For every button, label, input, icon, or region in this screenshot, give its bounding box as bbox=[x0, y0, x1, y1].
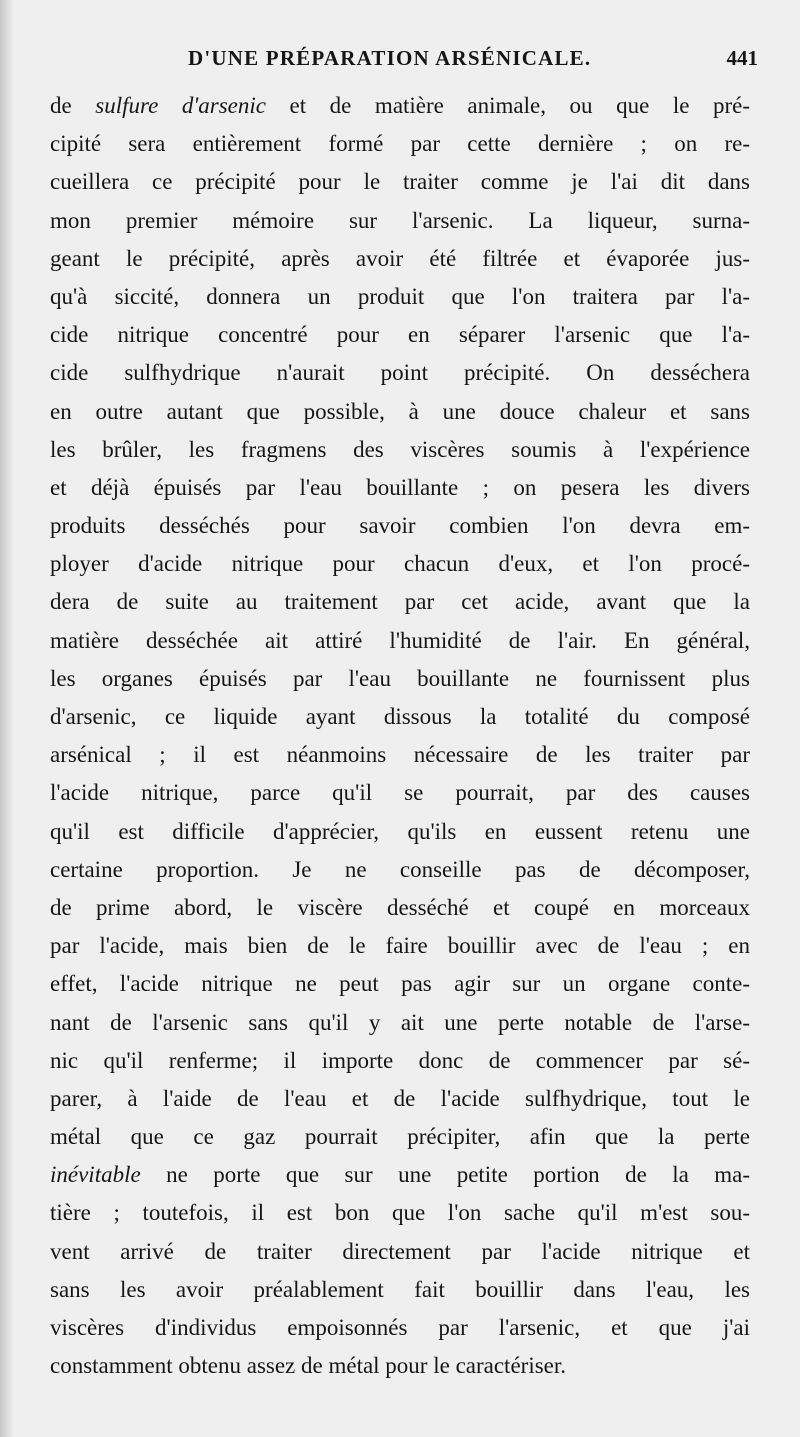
text-line: cide nitrique concentré pour en séparer l'arsenic que l'a- bbox=[50, 322, 750, 348]
text-line: mon premier mémoire sur l'arsenic. La liqueur, surna- bbox=[50, 207, 750, 233]
text-line: inévitable ne porte que sur une petite portion de la ma- bbox=[50, 1162, 750, 1188]
text-line: qu'à siccité, donnera un produit que l'on traitera par l'a- bbox=[50, 283, 750, 309]
text-line: qu'il est difficile d'apprécier, qu'ils en eussent retenu une bbox=[50, 818, 750, 844]
text-line: ployer d'acide nitrique pour chacun d'eux, et l'on procé- bbox=[50, 551, 750, 577]
text-line: vent arrivé de traiter directement par l'acide nitrique et bbox=[50, 1238, 750, 1264]
text-line: d'arsenic, ce liquide ayant dissous la totalité du composé bbox=[50, 704, 750, 729]
text-line: constamment obtenu assez de métal pour le caractériser. bbox=[50, 1353, 567, 1379]
text-line: parer, à l'aide de l'eau et de l'acide sulfhydrique, tout le bbox=[50, 1085, 750, 1111]
text-line: métal que ce gaz pourrait précipiter, afin que la perte bbox=[50, 1124, 750, 1150]
italic-term: inévitable bbox=[50, 1162, 141, 1188]
text-line: tière ; toutefois, il est bon que l'on sache qu'il m'est sou- bbox=[50, 1200, 750, 1226]
text-line: les brûler, les fragmens des viscères soumis à l'expérience bbox=[50, 436, 750, 462]
text-line: matière desséchée ait attiré l'humidité de l'air. En général, bbox=[50, 627, 750, 653]
italic-term: sulfure d'arsenic bbox=[95, 93, 266, 118]
body-text bbox=[50, 87, 750, 1385]
text-line: cueillera ce précipité pour le traiter comme je l'ai dit dans bbox=[50, 169, 750, 195]
text-line: cipité sera entièrement formé par cette dernière ; on re- bbox=[50, 131, 750, 157]
text-line: certaine proportion. Je ne conseille pas de décomposer, bbox=[50, 856, 750, 882]
running-head-title: D'UNE PRÉPARATION ARSÉNICALE. bbox=[188, 46, 592, 70]
page-gutter-shadow bbox=[0, 0, 14, 1437]
text-line: sans les avoir préalablement fait bouillir dans l'eau, les bbox=[50, 1276, 750, 1302]
text-line: viscères d'individus empoisonnés par l'arsenic, et que j'ai bbox=[50, 1315, 750, 1340]
text-line: dera de suite au traitement par cet acide, avant que la bbox=[50, 589, 750, 615]
text-line: de sulfure d'arsenic et de matière animale, ou que le pré- bbox=[50, 93, 750, 118]
page-number: 441 bbox=[726, 46, 758, 70]
text-line: produits desséchés pour savoir combien l'on devra em- bbox=[50, 513, 750, 539]
text-line: nant de l'arsenic sans qu'il y ait une perte notable de l'arse- bbox=[50, 1009, 750, 1035]
text-line: cide sulfhydrique n'aurait point précipité. On desséchera bbox=[50, 360, 750, 386]
text-line: nic qu'il renferme; il importe donc de commencer par sé- bbox=[50, 1047, 750, 1073]
text-line: l'acide nitrique, parce qu'il se pourrait, par des causes bbox=[50, 780, 750, 806]
text-line: en outre autant que possible, à une douce chaleur et sans bbox=[50, 398, 750, 424]
text-line: de prime abord, le viscère desséché et coupé en morceaux bbox=[50, 894, 750, 920]
text-line: les organes épuisés par l'eau bouillante ne fournissent plus bbox=[50, 665, 750, 691]
text-line: et déjà épuisés par l'eau bouillante ; on pesera les divers bbox=[50, 474, 750, 500]
text-line: arsénical ; il est néanmoins nécessaire de les traiter par bbox=[50, 742, 750, 768]
text-line: geant le précipité, après avoir été filtrée et évaporée jus- bbox=[50, 245, 750, 271]
text-line: effet, l'acide nitrique ne peut pas agir sur un organe conte- bbox=[50, 971, 750, 997]
running-head bbox=[58, 40, 758, 80]
text-line: par l'acide, mais bien de le faire bouillir avec de l'eau ; en bbox=[50, 933, 750, 959]
